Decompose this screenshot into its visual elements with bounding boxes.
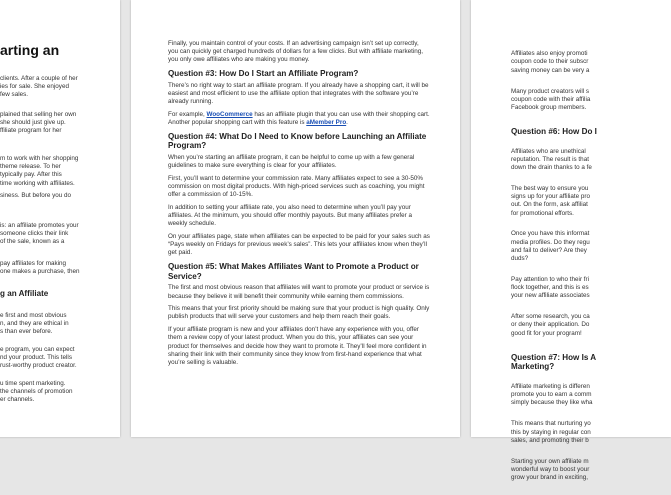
page-center-content [168, 40, 430, 372]
left-paragraph: m to work with her shopping theme release. To her typically pay. After this time working with affiliates. [0, 155, 79, 187]
q5-paragraph: The first and most obvious reason that affiliates will want to promote your product or service is because they believe it will benefit their community while earning them commissions. [168, 284, 430, 300]
right-paragraph: Affiliate marketing is differen promote you to earn a comm simply because they like wha [511, 382, 593, 407]
woocommerce-link[interactable]: WooCommerce [206, 110, 253, 118]
q3-paragraph-links [168, 111, 430, 127]
q3-text: For example, [168, 110, 207, 118]
right-paragraph: Many product creators will s coupon code with their affilia Facebook group members. [511, 87, 591, 111]
document-page-right [471, 0, 671, 482]
document-page-left [0, 0, 120, 437]
left-paragraph: clients. After a couple of her ies for sale. She enjoyed few sales. [0, 75, 78, 99]
document-page-center [131, 0, 460, 437]
left-paragraph: plained that selling her own she should just give up. ffiliate program for her [0, 111, 77, 135]
q3-text: has an affiliate plugin that you can use with their shopping cart. Another popular shopping cart with this feature is [168, 110, 430, 127]
left-paragraph: pay affiliates for making one makes a purchase, then [0, 260, 80, 276]
right-paragraph: This means that nurturing yo this by staying in regular con sales, and promoting their b [511, 420, 591, 444]
q4-paragraph: First, you’ll want to determine your commission rate. Many affiliates expect to see a 30-50% commission on most digital products. With high-priced services such as coaching, you might offer a commission of 10-15%. [168, 174, 425, 199]
q4-paragraph: On your affiliates page, state when affiliates can be expected to be paid for your sales such as “Pays weekly on Fridays for previous week’s sales”. This lets your affiliates know when they’ll get paid. [168, 233, 430, 257]
q3-paragraph: There’s no right way to start an affiliate program. If you already have a shopping cart, it will be easiest and most efficient to use the affiliate option that integrates with the software you’re already running. [168, 81, 429, 106]
right-paragraph: Affiliates also enjoy promoti coupon code to their subscr saving money can be very a [511, 50, 590, 74]
question-7-heading: Question #7: How Is A Marketing? [511, 352, 597, 372]
right-paragraph: Once you have this informat media profiles. Do they regu and fail to deliver? Are they duds? [511, 230, 590, 263]
q3-text: . [346, 119, 348, 127]
right-paragraph: The best way to ensure you signs up for your affiliate pro out. On the form, ask affiliat for promotional efforts. [511, 184, 590, 217]
question-4-heading: Question #4: What Do I Need to Know before Launching an Affiliate Program? [168, 131, 427, 151]
question-5-heading: Question #5: What Makes Affiliates Want to Promote a Product or Service? [168, 262, 419, 281]
question-6-heading: Question #6: How Do I [511, 126, 597, 136]
left-paragraph: u time spent marketing. the channels of promotion er channels. [0, 380, 73, 404]
q4-paragraph: When you’re starting an affiliate program, it can be helpful to come up with a few general guidelines to make sure everything is clear for your affiliates. [168, 153, 415, 170]
left-paragraph: e program, you can expect nd your product. This tells rust-worthy product creator. [0, 346, 77, 370]
left-paragraph: siness. But before you do [0, 192, 72, 199]
left-heading: g an Affiliate [0, 289, 49, 298]
q4-paragraph: In addition to setting your affiliate rate, you also need to determine when you’ll pay your affiliates. At the minimum, you should offer monthly payouts. But many affiliates prefer a weekly schedule. [168, 203, 412, 228]
q5-paragraph: This means that your first priority should be making sure that your product is high quality. Only publish products that will serve your customers and help them reach their goals. [168, 305, 430, 321]
right-paragraph: After some research, you ca or deny their application. Do good fit for your program! [511, 313, 590, 337]
q5-paragraph: If your affiliate program is new and your affiliates don’t have any experience with you, offer them a review copy of your latest product. When you do this, your affiliates can see your product for themselves and decide how they want to promote it. They’ll feel more confident in sharing their link with their community since they know from first-hand experience that what you’re selling is valuable. [168, 326, 427, 366]
question-3-heading: Question #3: How Do I Start an Affiliate Program? [168, 69, 359, 79]
right-paragraph: Starting your own affiliate m wonderful way to boost your grow your brand in exciting, [511, 457, 590, 482]
right-paragraph: Pay attention to who their fri flock together, and this is es your new affiliate associates [511, 275, 590, 300]
left-paragraph: e first and most obvious n, and they are ethical in s than ever before. [0, 312, 69, 336]
page-right-content [511, 42, 661, 495]
intro-paragraph: Finally, you maintain control of your costs. If an advertising campaign isn’t set up correctly, you can quickly get charged hundreds of dollars for a few clicks. But with affiliate marketing, you only owe affiliates who are making you money. [168, 40, 424, 64]
left-paragraph: is: an affiliate promotes your someone clicks their link of the sale, known as a [0, 222, 79, 246]
amember-pro-link[interactable]: aMember Pro [306, 119, 347, 127]
right-paragraph: Affiliates who are unethical reputation. The result is that down the drain thanks to a fe [511, 147, 592, 172]
page-left-title: arting an [0, 42, 60, 58]
